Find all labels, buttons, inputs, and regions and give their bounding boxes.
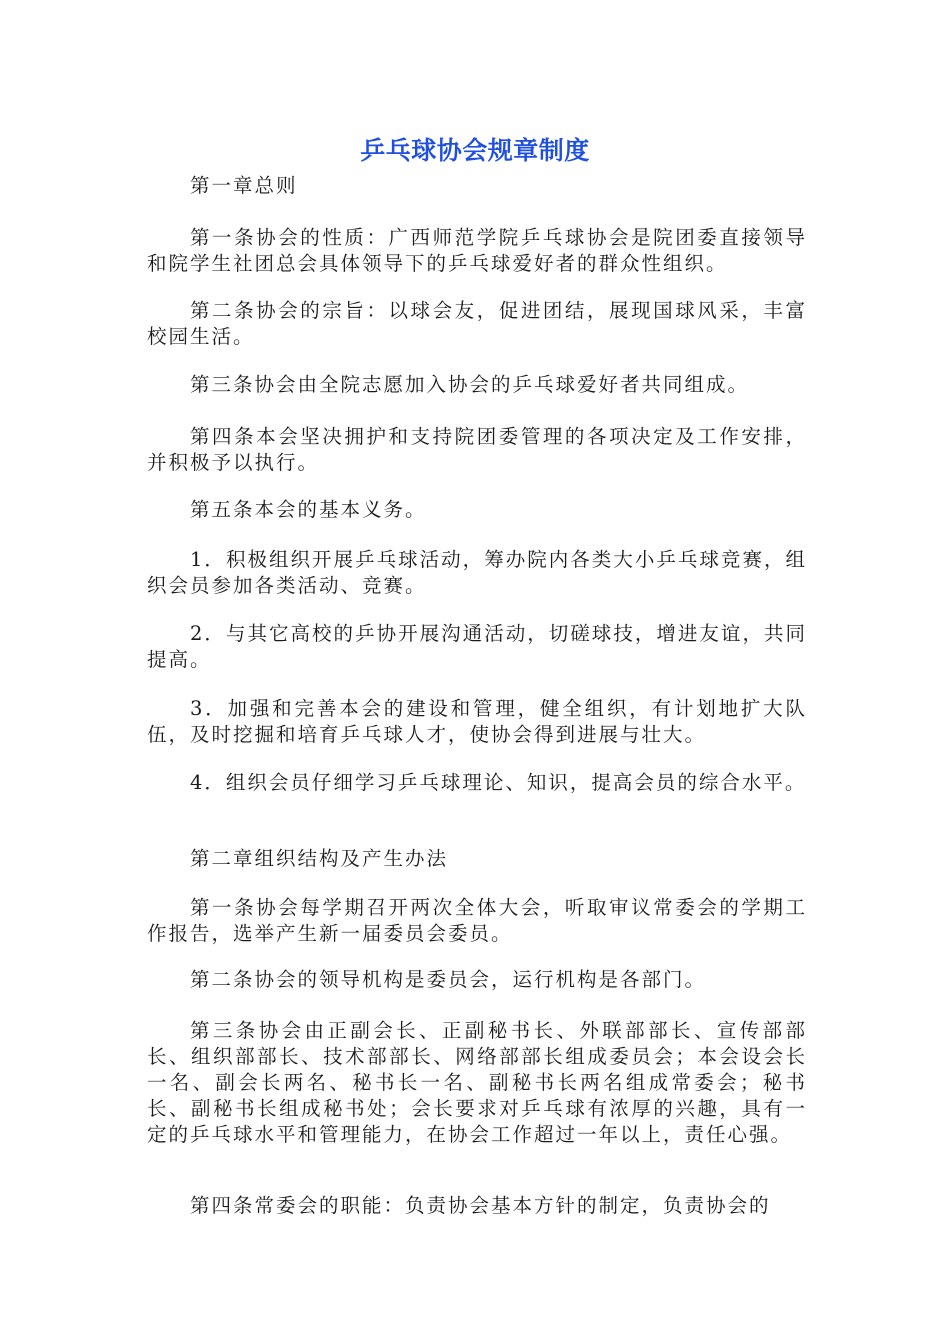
chapter-2-article-4: 第四条常委会的职能：负责协会基本方针的制定，负责协会的 <box>190 1194 771 1217</box>
chapter-1-duty-2: 2．与其它高校的乒协开展沟通活动，切磋球技，增进友谊，共同提高。 <box>147 622 807 671</box>
chapter-1-article-5: 第五条本会的基本义务。 <box>190 498 427 521</box>
chapter-2-article-1: 第一条协会每学期召开两次全体大会，听取审议常委会的学期工作报告，选举产生新一届委员会委员。 <box>147 896 807 945</box>
chapter-1-article-1: 第一条协会的性质：广西师范学院乒乓球协会是院团委直接领导和院学生社团总会具体领导下的乒乓球爱好者的群众性组织。 <box>147 226 807 275</box>
chapter-2-article-3: 第三条协会由正副会长、正副秘书长、外联部部长、宣传部部长、组织部部长、技术部部长、网络部部长组成委员会；本会设会长一名、副会长两名、秘书长一名、副秘书长两名组成常委会；秘书长、副秘书长组成秘书处；会长要求对乒乓球有浓厚的兴趣，具有一定的乒乓球水平和管理能力，在协会工作超过一年以上，责任心强。 <box>147 1019 807 1146</box>
chapter-1-duty-4: 4．组织会员仔细学习乒乓球理论、知识，提高会员的综合水平。 <box>190 771 807 794</box>
chapter-1-heading: 第一章总则 <box>190 174 298 197</box>
chapter-2-article-2: 第二条协会的领导机构是委员会，运行机构是各部门。 <box>190 968 707 991</box>
document-title: 乒乓球协会规章制度 <box>360 136 590 165</box>
chapter-1-article-4: 第四条本会坚决拥护和支持院团委管理的各项决定及工作安排，并积极予以执行。 <box>147 425 807 474</box>
chapter-1-duty-3: 3．加强和完善本会的建设和管理，健全组织，有计划地扩大队伍，及时挖掘和培育乒乓球人才，使协会得到进展与壮大。 <box>147 697 807 746</box>
chapter-2-heading: 第二章组织结构及产生办法 <box>190 847 449 870</box>
chapter-1-article-3: 第三条协会由全院志愿加入协会的乒乓球爱好者共同组成。 <box>190 373 750 396</box>
chapter-1-duty-1: 1．积极组织开展乒乓球活动，筹办院内各类大小乒乓球竞赛，组织会员参加各类活动、竞赛。 <box>147 548 807 597</box>
chapter-1-article-2: 第二条协会的宗旨：以球会友，促进团结，展现国球风采，丰富校园生活。 <box>147 299 807 348</box>
